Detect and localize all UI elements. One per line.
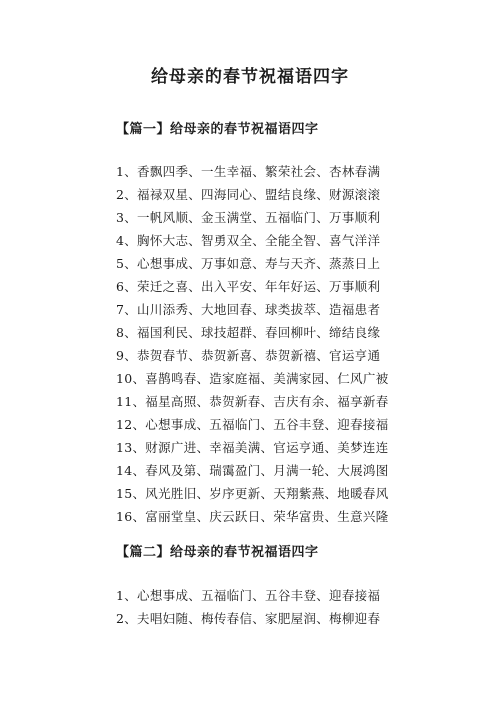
list-item: 11、福星高照、恭贺新春、吉庆有余、福享新春 xyxy=(116,394,389,409)
list-item: 16、富丽堂皇、庆云跃日、荣华富贵、生意兴隆 xyxy=(116,509,389,524)
blessing-list-2 xyxy=(116,584,380,630)
list-item: 3、一帆风顺、金玉满堂、五福临门、万事顺利 xyxy=(116,210,381,225)
blessing-list-1 xyxy=(116,160,389,528)
section-heading-1: 【篇一】给母亲的春节祝福语四字 xyxy=(116,122,319,137)
list-item: 14、春风及第、瑞霭盈门、月满一轮、大展鸿图 xyxy=(116,463,389,478)
list-item: 13、财源广进、幸福美满、官运亨通、美梦连连 xyxy=(116,440,389,455)
list-item: 2、福禄双星、四海同心、盟结良缘、财源滚滚 xyxy=(116,187,381,202)
list-item: 12、心想事成、五福临门、五谷丰登、迎春接福 xyxy=(116,417,389,432)
list-item: 15、风光胜旧、岁序更新、天翔紫燕、地暖春风 xyxy=(116,486,389,501)
list-item: 1、香飘四季、一生幸福、繁荣社会、杏林春满 xyxy=(116,164,381,179)
list-item: 9、恭贺春节、恭贺新喜、恭贺新禧、官运亨通 xyxy=(116,348,381,363)
list-item: 4、胸怀大志、智勇双全、全能全智、喜气洋洋 xyxy=(116,233,381,248)
page-title: 给母亲的春节祝福语四字 xyxy=(151,67,349,87)
list-item: 2、夫唱妇随、梅传春信、家肥屋润、梅柳迎春 xyxy=(116,611,381,626)
list-item: 8、福国利民、球技超群、春回柳叶、缔结良缘 xyxy=(116,325,381,340)
list-item: 7、山川添秀、大地回春、球类拔萃、造福患者 xyxy=(116,302,381,317)
list-item: 10、喜鹊鸣春、造家庭福、美满家园、仁风广被 xyxy=(116,371,389,386)
list-item: 5、心想事成、万事如意、寿与天齐、蒸蒸日上 xyxy=(116,256,381,271)
list-item: 1、心想事成、五福临门、五谷丰登、迎春接福 xyxy=(116,588,381,603)
list-item: 6、荣迁之喜、出入平安、年年好运、万事顺利 xyxy=(116,279,381,294)
section-heading-2: 【篇二】给母亲的春节祝福语四字 xyxy=(116,545,319,560)
